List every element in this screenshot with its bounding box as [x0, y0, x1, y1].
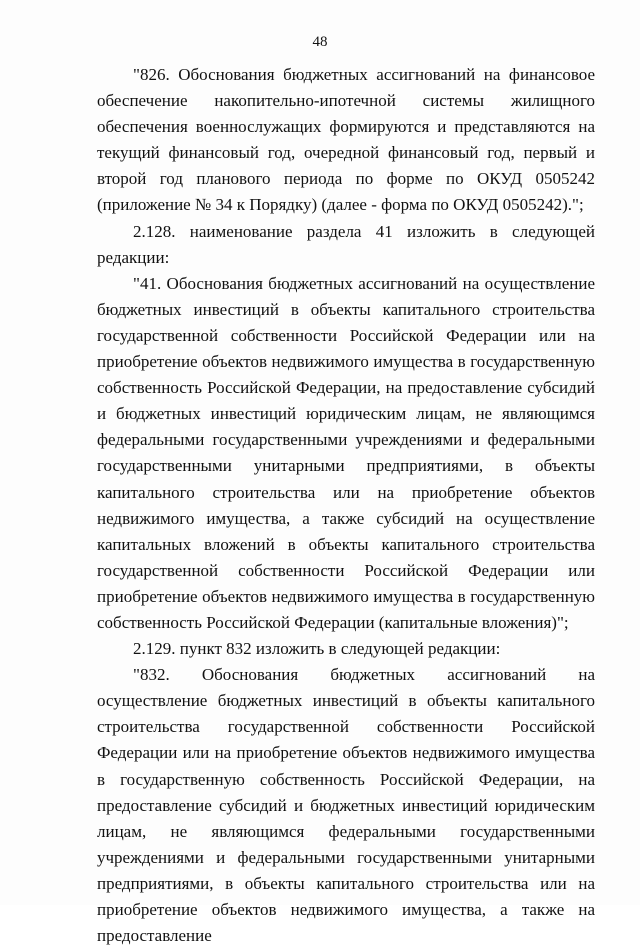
document-body — [97, 62, 595, 949]
paragraph-2-128: 2.128. наименование раздела 41 изложить в следующей редакции: — [97, 221, 595, 267]
page-number: 48 — [312, 34, 328, 50]
paragraph-826: "826. Обоснования бюджетных ассигнований на финансовое обеспечение накопительно-ипотечной системы жилищного обеспечения военнослужащих формируются и представляются на текущий финансовый год, очередной финансовый год, первый и второй год планового периода по форме по ОКУД 0505242 (приложение № 34 к Порядку) (далее - форма по ОКУД 0505242)."; — [97, 65, 595, 215]
paragraph-2-129: 2.129. пункт 832 изложить в следующей редакции: — [133, 639, 501, 659]
paragraph-832: "832. Обоснования бюджетных ассигнований на осуществление бюджетных инвестиций в объекты капитального строительства государственной собственности Российской Федерации или на приобретение объектов недвижимого имущества в государственную собственность Российской Федерации, на предоставление субсидий и бюджетных инвестиций юридическим лицам, не являющимся федеральными государственными учреждениями и федеральными государственными унитарными предприятиями, в объекты капитального строительства или на приобретение объектов недвижимого имущества, а также на предоставление — [97, 665, 595, 946]
paragraph-section-41: "41. Обоснования бюджетных ассигнований на осуществление бюджетных инвестиций в объекты капитального строительства государственной собственности Российской Федерации или на приобретение объектов недвижимого имущества в государственную собственность Российской Федерации, на предоставление субсидий и бюджетных инвестиций юридическим лицам, не являющимся федеральными государственными учреждениями и федеральными государственными унитарными предприятиями, в объекты капитального строительства или на приобретение объектов недвижимого имущества, а также субсидий на осуществление капитальных вложений в объекты капитального строительства государственной собственности Российской Федерации или приобретение объектов недвижимого имущества в государственную собственность Российской Федерации (капитальные вложения)"; — [97, 273, 595, 632]
